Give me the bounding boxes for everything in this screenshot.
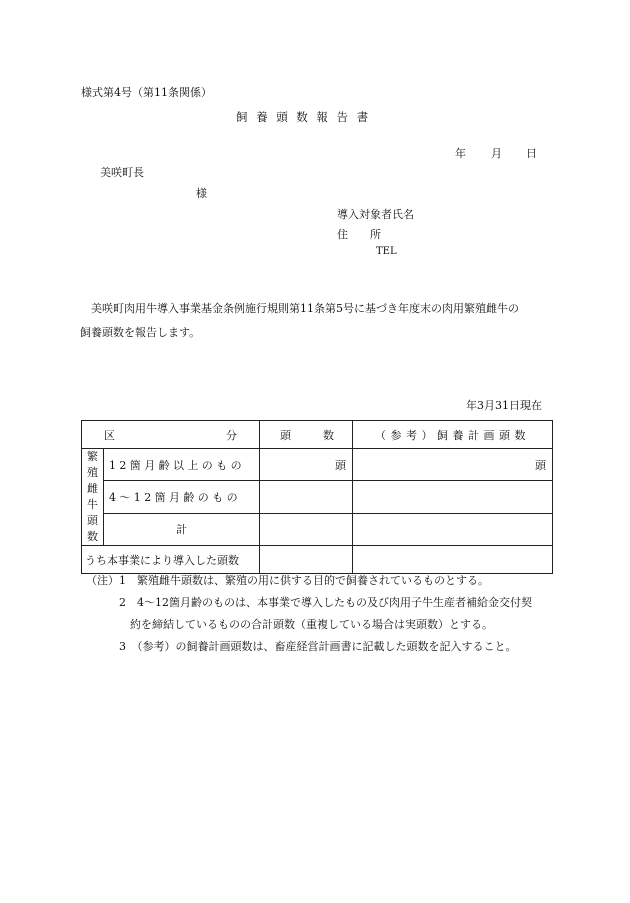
category-char: 数 [87,530,98,543]
body-line: 飼養頭数を報告します。 [80,326,201,339]
category-char: 殖 [87,466,98,479]
header-heads [260,421,353,449]
body-line: 美咲町肉用牛導入事業基金条例施行規則第11条第5号に基づき年度末の肉用繁殖雌牛の [91,302,519,315]
row-label: うち本事業により導入した頭数 [85,553,239,567]
applicant-tel-label: TEL [376,246,397,257]
row-label-cell [104,481,260,513]
table-header-row [82,421,553,449]
applicant-name-label: 導入対象者氏名 [337,208,414,221]
note-line: （注）1 繁殖雌牛頭数は、繁殖の用に供する目的で飼養されているものとする。 [86,574,489,587]
form-number: 様式第4号（第11条関係） [81,86,212,99]
heads-cell [260,481,353,513]
heads-cell [260,513,353,545]
applicant-address-label: 住 所 [337,228,381,241]
heads-cell [260,449,353,481]
heads-unit: 頭 [335,458,346,472]
date-month-label: 月 [491,147,502,160]
honorific: 様 [196,187,207,200]
table-row [82,481,553,513]
header-heads-right: 数 [323,428,334,442]
row-label: 4～12箇月齢のもの [109,490,241,504]
plan-unit: 頭 [535,458,546,472]
note-line: 2 4～12箇月齢のものは、本事業で導入したもの及び肉用子牛生産者補給金交付契 [86,596,532,609]
category-char: 繁 [87,450,98,463]
table-row [82,449,553,481]
plan-cell [353,481,553,513]
as-of-date: 年3月31日現在 [466,399,542,412]
note-line: 3 （参考）の飼養計画頭数は、畜産経営計画書に記載した頭数を記入すること。 [86,640,517,653]
header-kubun [82,421,260,449]
row-label-cell [104,449,260,481]
date-year-label: 年 [455,147,466,160]
note-line: 約を締結しているものの合計頭数（重複している場合は実頭数）とする。 [86,618,493,631]
document-title: 飼養頭数報告書 [236,110,377,124]
header-kubun-left: 区 [104,428,115,442]
category-char: 頭 [87,514,98,527]
table-row [82,513,553,545]
category-cell [82,449,104,546]
addressee: 美咲町長 [100,166,144,179]
row-label-cell [104,513,260,545]
category-char: 雌 [87,482,98,495]
category-char: 牛 [87,498,98,511]
plan-cell [353,449,553,481]
header-kubun-right: 分 [226,428,237,442]
header-plan [353,421,553,449]
livestock-count-table [81,420,553,574]
date-day-label: 日 [526,147,537,160]
header-heads-left: 頭 [280,428,291,442]
row-label: 計 [176,523,187,537]
report-body [80,297,560,345]
notes-section [86,570,532,658]
plan-cell [353,513,553,545]
row-label: 12箇月齢以上のもの [109,458,245,472]
header-plan-label: （参考）飼養計画頭数 [375,428,530,442]
